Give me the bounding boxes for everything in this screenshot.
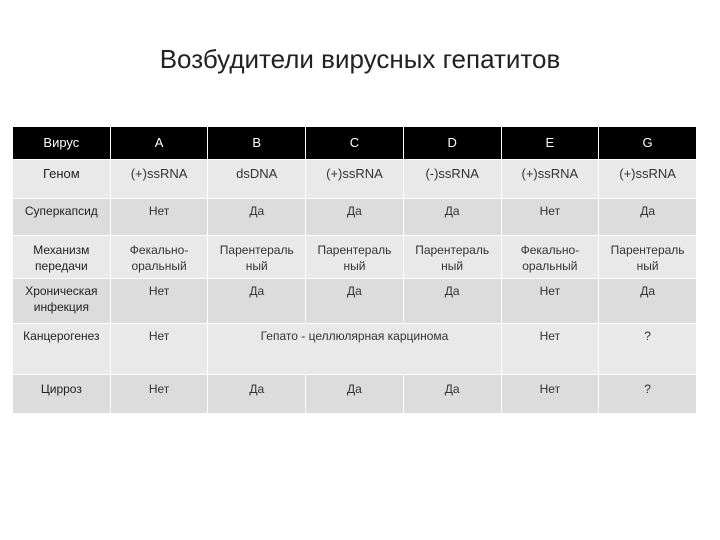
table-cell: Парентераль ный <box>306 236 404 279</box>
table-cell-merged: Гепато - целлюлярная карцинома <box>208 324 501 375</box>
header-b: B <box>208 127 306 160</box>
table-cell: Нет <box>110 375 208 414</box>
table-cell: Да <box>599 199 697 236</box>
table-cell: Парентераль ный <box>403 236 501 279</box>
table-cell: (+)ssRNA <box>110 160 208 199</box>
table-cell: ? <box>599 324 697 375</box>
table-cell: Нет <box>501 324 599 375</box>
table-row-chronic <box>13 279 697 324</box>
table-row-genome <box>13 160 697 199</box>
table-cell: Да <box>208 199 306 236</box>
header-row <box>13 127 697 160</box>
table-row-cirrhosis <box>13 375 697 414</box>
table-cell: Парентераль ный <box>599 236 697 279</box>
table-cell: Нет <box>501 375 599 414</box>
row-label: Геном <box>13 160 111 199</box>
row-label: Канцерогенез <box>13 324 111 375</box>
table-cell: Нет <box>110 279 208 324</box>
table-cell: Да <box>306 375 404 414</box>
table-cell: Да <box>403 375 501 414</box>
row-label: Механизм передачи <box>13 236 111 279</box>
table-cell: (+)ssRNA <box>599 160 697 199</box>
header-d: D <box>403 127 501 160</box>
table-cell: Да <box>403 279 501 324</box>
table-cell: ? <box>599 375 697 414</box>
row-label: Хроническая инфекция <box>13 279 111 324</box>
table-cell: Да <box>208 279 306 324</box>
table-cell: (-)ssRNA <box>403 160 501 199</box>
table-row-transmission <box>13 236 697 279</box>
header-g: G <box>599 127 697 160</box>
table-cell: (+)ssRNA <box>306 160 404 199</box>
table-cell: Да <box>403 199 501 236</box>
table-row-supercapsid <box>13 199 697 236</box>
table-cell: Да <box>306 199 404 236</box>
table-cell: Да <box>208 375 306 414</box>
table-cell: Нет <box>110 324 208 375</box>
table-cell: Нет <box>501 279 599 324</box>
table-cell: (+)ssRNA <box>501 160 599 199</box>
table-cell: Парентераль ный <box>208 236 306 279</box>
header-c: C <box>306 127 404 160</box>
table-cell: Да <box>599 279 697 324</box>
table-cell: Фекально-оральный <box>110 236 208 279</box>
table-cell: dsDNA <box>208 160 306 199</box>
header-a: A <box>110 127 208 160</box>
table-row-carcinogen <box>13 324 697 375</box>
hepatitis-table <box>12 126 697 414</box>
header-e: E <box>501 127 599 160</box>
slide-title: Возбудители вирусных гепатитов <box>159 44 561 74</box>
table-cell: Нет <box>110 199 208 236</box>
row-label: Суперкапсид <box>13 199 111 236</box>
row-label: Цирроз <box>13 375 111 414</box>
header-virus: Вирус <box>13 127 111 160</box>
table-cell: Нет <box>501 199 599 236</box>
table-cell: Да <box>306 279 404 324</box>
table-cell: Фекально-оральный <box>501 236 599 279</box>
